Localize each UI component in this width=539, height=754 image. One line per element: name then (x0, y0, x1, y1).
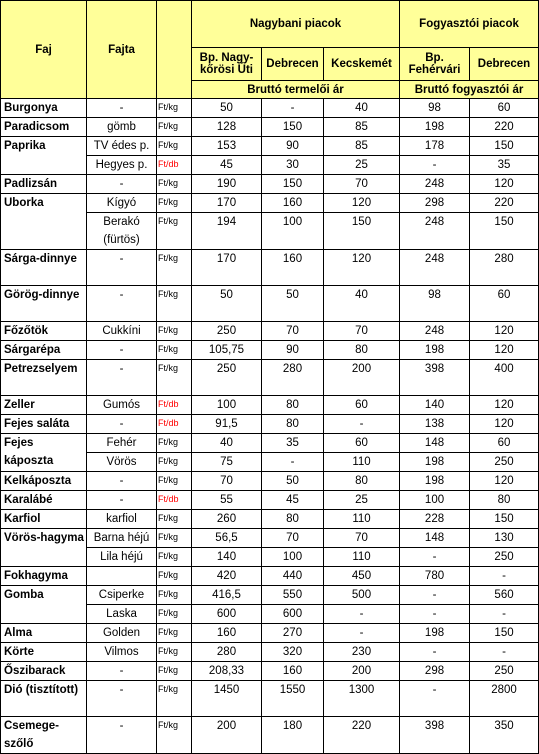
price-cell: 120 (470, 472, 539, 491)
unit-cell: Ft/kg (157, 567, 192, 586)
header-kecskemet: Kecskemét (324, 48, 400, 81)
price-cell: 560 (470, 586, 539, 605)
table-row (1, 137, 539, 156)
price-cell: 250 (192, 322, 262, 341)
price-cell: 100 (192, 396, 262, 415)
table-row (1, 717, 539, 754)
price-cell: 80 (262, 510, 324, 529)
price-cell: 450 (324, 567, 400, 586)
unit-cell: Ft/kg (157, 213, 192, 250)
price-cell: 160 (262, 662, 324, 681)
table-row (1, 662, 539, 681)
price-cell: 260 (192, 510, 262, 529)
unit-cell: Ft/kg (157, 99, 192, 118)
price-cell: 70 (324, 175, 400, 194)
price-cell: 178 (400, 137, 470, 156)
price-cell: 416,5 (192, 586, 262, 605)
table-row (1, 586, 539, 605)
price-cell: 30 (262, 156, 324, 175)
price-cell: 40 (324, 286, 400, 322)
unit-cell: Ft/kg (157, 662, 192, 681)
variety-cell: Golden (87, 624, 157, 643)
price-cell: 170 (192, 250, 262, 286)
price-cell: 250 (470, 662, 539, 681)
species-cell: Burgonya (1, 99, 87, 118)
price-cell: 170 (192, 194, 262, 213)
variety-cell: Cukkíni (87, 322, 157, 341)
unit-cell: Ft/db (157, 396, 192, 415)
variety-cell: Fehér (87, 434, 157, 453)
price-cell: - (400, 605, 470, 624)
price-cell: 280 (192, 643, 262, 662)
species-cell: Karalábé (1, 491, 87, 510)
price-cell: 60 (470, 286, 539, 322)
species-cell: Kelkáposzta (1, 472, 87, 491)
price-cell: - (470, 643, 539, 662)
species-cell: Főzőtök (1, 322, 87, 341)
price-cell: 138 (400, 415, 470, 434)
price-cell: 85 (324, 137, 400, 156)
header-faj: Faj (1, 1, 87, 99)
table-row (1, 250, 539, 286)
header-bp-fehervari: Bp. Fehérvári (400, 48, 470, 81)
species-cell: Görög-dinnye (1, 286, 87, 322)
price-cell: 120 (324, 194, 400, 213)
price-cell: 120 (470, 175, 539, 194)
price-cell: 280 (262, 360, 324, 396)
price-cell: 150 (262, 175, 324, 194)
price-cell: 150 (470, 137, 539, 156)
price-cell: 150 (470, 510, 539, 529)
species-cell: Körte (1, 643, 87, 662)
price-cell: - (400, 643, 470, 662)
price-cell: 60 (324, 434, 400, 453)
price-cell: 248 (400, 213, 470, 250)
price-cell: 120 (470, 396, 539, 415)
price-cell: 50 (262, 472, 324, 491)
unit-cell: Ft/kg (157, 175, 192, 194)
unit-cell: Ft/kg (157, 605, 192, 624)
price-cell: 398 (400, 717, 470, 754)
price-cell: 140 (400, 396, 470, 415)
price-cell: 25 (324, 156, 400, 175)
header-bp-nagykorosi: Bp. Nagy-kőrösi Úti (192, 48, 262, 81)
price-cell: 150 (470, 213, 539, 250)
table-row (1, 341, 539, 360)
variety-cell: - (87, 99, 157, 118)
unit-cell: Ft/kg (157, 194, 192, 213)
price-cell: 198 (400, 472, 470, 491)
species-cell: Alma (1, 624, 87, 643)
price-cell: 120 (470, 415, 539, 434)
unit-cell: Ft/kg (157, 681, 192, 717)
price-cell: 250 (470, 453, 539, 472)
table-row (1, 567, 539, 586)
price-cell: 550 (262, 586, 324, 605)
price-cell: 198 (400, 624, 470, 643)
species-cell: Sárga-dinnye (1, 250, 87, 286)
price-cell: 500 (324, 586, 400, 605)
price-cell: 120 (470, 341, 539, 360)
price-cell: 70 (262, 529, 324, 548)
unit-cell: Ft/kg (157, 643, 192, 662)
variety-cell: Vörös (87, 453, 157, 472)
unit-cell: Ft/kg (157, 322, 192, 341)
price-cell: 130 (470, 529, 539, 548)
species-cell: Uborka (1, 194, 87, 250)
price-cell: 600 (262, 605, 324, 624)
price-cell: 50 (192, 99, 262, 118)
price-cell: 40 (324, 99, 400, 118)
table-row (1, 510, 539, 529)
table-row (1, 624, 539, 643)
unit-cell: Ft/db (157, 491, 192, 510)
price-cell: 228 (400, 510, 470, 529)
price-cell: - (400, 548, 470, 567)
price-cell: 230 (324, 643, 400, 662)
price-cell: 1300 (324, 681, 400, 717)
unit-cell: Ft/db (157, 415, 192, 434)
price-cell: 60 (470, 434, 539, 453)
table-row (1, 529, 539, 548)
variety-cell: Kígyó (87, 194, 157, 213)
price-cell: 45 (262, 491, 324, 510)
price-cell: 120 (324, 250, 400, 286)
table-row (1, 194, 539, 213)
variety-cell: gömb (87, 118, 157, 137)
price-cell: 248 (400, 322, 470, 341)
price-cell: - (324, 415, 400, 434)
price-cell: 80 (324, 472, 400, 491)
price-cell: 120 (470, 322, 539, 341)
table-row (1, 396, 539, 415)
price-cell: 98 (400, 286, 470, 322)
price-cell: 140 (192, 548, 262, 567)
price-cell: 150 (262, 118, 324, 137)
price-cell: - (400, 156, 470, 175)
variety-cell: - (87, 250, 157, 286)
unit-cell: Ft/kg (157, 434, 192, 453)
header-unit (157, 1, 192, 99)
header-debrecen: Debrecen (262, 48, 324, 81)
variety-cell: - (87, 341, 157, 360)
price-cell: 180 (262, 717, 324, 754)
variety-cell: karfiol (87, 510, 157, 529)
species-cell: Karfiol (1, 510, 87, 529)
price-cell: 80 (262, 415, 324, 434)
price-cell: 153 (192, 137, 262, 156)
unit-cell: Ft/kg (157, 510, 192, 529)
price-cell: 150 (470, 624, 539, 643)
price-cell: 198 (400, 118, 470, 137)
species-cell: Fejes saláta (1, 415, 87, 434)
price-cell: 298 (400, 662, 470, 681)
price-cell: 91,5 (192, 415, 262, 434)
price-cell: 320 (262, 643, 324, 662)
species-cell: Paradicsom (1, 118, 87, 137)
price-cell: 70 (324, 322, 400, 341)
variety-cell: Barna héjú (87, 529, 157, 548)
header-nagybani: Nagybani piacok (192, 1, 400, 48)
price-cell: 200 (192, 717, 262, 754)
price-cell: 200 (324, 360, 400, 396)
unit-cell: Ft/kg (157, 529, 192, 548)
variety-cell: Vilmos (87, 643, 157, 662)
table-row (1, 643, 539, 662)
price-cell: - (324, 605, 400, 624)
price-cell: 194 (192, 213, 262, 250)
price-cell: 70 (192, 472, 262, 491)
unit-cell: Ft/kg (157, 118, 192, 137)
price-cell: 220 (324, 717, 400, 754)
variety-cell: - (87, 491, 157, 510)
price-cell: 110 (324, 453, 400, 472)
price-cell: 40 (192, 434, 262, 453)
table-row (1, 286, 539, 322)
price-cell: 50 (192, 286, 262, 322)
unit-cell: Ft/kg (157, 360, 192, 396)
header-brutto-termeloi: Bruttó termelői ár (192, 81, 400, 99)
variety-cell: - (87, 175, 157, 194)
species-cell: Vörös-hagyma (1, 529, 87, 567)
unit-cell: Ft/kg (157, 341, 192, 360)
price-cell: 248 (400, 250, 470, 286)
price-cell: 105,75 (192, 341, 262, 360)
price-cell: 148 (400, 434, 470, 453)
unit-cell: Ft/kg (157, 624, 192, 643)
unit-cell: Ft/kg (157, 472, 192, 491)
price-cell: 208,33 (192, 662, 262, 681)
species-cell: Őszibarack (1, 662, 87, 681)
unit-cell: Ft/kg (157, 453, 192, 472)
price-cell: 398 (400, 360, 470, 396)
variety-cell: - (87, 662, 157, 681)
unit-cell: Ft/kg (157, 286, 192, 322)
table-row (1, 415, 539, 434)
price-cell: 2800 (470, 681, 539, 717)
price-cell: 198 (400, 453, 470, 472)
price-cell: 110 (324, 510, 400, 529)
species-cell: Dió (tisztított) (1, 681, 87, 717)
variety-cell: Lila héjú (87, 548, 157, 567)
variety-cell: - (87, 717, 157, 754)
variety-cell: - (87, 360, 157, 396)
unit-cell: Ft/kg (157, 717, 192, 754)
table-row (1, 681, 539, 717)
unit-cell: Ft/kg (157, 250, 192, 286)
variety-cell: - (87, 681, 157, 717)
price-cell: 198 (400, 341, 470, 360)
price-cell: 60 (324, 396, 400, 415)
table-row (1, 322, 539, 341)
price-cell: - (400, 586, 470, 605)
variety-cell: Laska (87, 605, 157, 624)
price-cell: 70 (262, 322, 324, 341)
species-cell: Padlizsán (1, 175, 87, 194)
price-cell: 248 (400, 175, 470, 194)
price-cell: 90 (262, 341, 324, 360)
price-cell: 45 (192, 156, 262, 175)
header-fogyasztoi: Fogyasztói piacok (400, 1, 539, 48)
price-cell: 75 (192, 453, 262, 472)
header-fajta: Fajta (87, 1, 157, 99)
table-row (1, 472, 539, 491)
species-cell: Zeller (1, 396, 87, 415)
species-cell: Csemege-szőlő (1, 717, 87, 754)
price-cell: 150 (324, 213, 400, 250)
price-cell: 350 (470, 717, 539, 754)
variety-cell: TV édes p. (87, 137, 157, 156)
table-row (1, 434, 539, 453)
price-cell: 100 (262, 548, 324, 567)
table-row (1, 118, 539, 137)
unit-cell: Ft/db (157, 156, 192, 175)
price-cell: 190 (192, 175, 262, 194)
price-cell: - (262, 99, 324, 118)
price-cell: 98 (400, 99, 470, 118)
unit-cell: Ft/kg (157, 586, 192, 605)
price-cell: 250 (470, 548, 539, 567)
price-cell: - (262, 453, 324, 472)
price-cell: 270 (262, 624, 324, 643)
price-cell: 400 (470, 360, 539, 396)
price-cell: 35 (262, 434, 324, 453)
variety-cell: Csiperke (87, 586, 157, 605)
variety-cell: - (87, 415, 157, 434)
species-cell: Petrezselyem (1, 360, 87, 396)
price-cell: 56,5 (192, 529, 262, 548)
species-cell: Fejes káposzta (1, 434, 87, 472)
price-cell: 600 (192, 605, 262, 624)
species-cell: Sárgarépa (1, 341, 87, 360)
price-cell: 160 (262, 194, 324, 213)
price-cell: 50 (262, 286, 324, 322)
price-cell: 250 (192, 360, 262, 396)
table-row (1, 99, 539, 118)
variety-cell: - (87, 472, 157, 491)
price-cell: 1550 (262, 681, 324, 717)
price-cell: 200 (324, 662, 400, 681)
price-cell: - (470, 567, 539, 586)
species-cell: Paprika (1, 137, 87, 175)
price-cell: 128 (192, 118, 262, 137)
price-cell: 90 (262, 137, 324, 156)
price-cell: 85 (324, 118, 400, 137)
species-cell: Gomba (1, 586, 87, 624)
price-cell: 35 (470, 156, 539, 175)
variety-cell: Berakó (fürtös) (87, 213, 157, 250)
price-cell: 55 (192, 491, 262, 510)
variety-cell: - (87, 286, 157, 322)
table-row (1, 491, 539, 510)
price-cell: 148 (400, 529, 470, 548)
unit-cell: Ft/kg (157, 137, 192, 156)
header-debrecen-2: Debrecen (470, 48, 539, 81)
variety-cell: Gumós (87, 396, 157, 415)
price-cell: 160 (192, 624, 262, 643)
price-cell: 100 (262, 213, 324, 250)
price-cell: - (470, 605, 539, 624)
price-cell: 1450 (192, 681, 262, 717)
price-cell: 25 (324, 491, 400, 510)
price-cell: 220 (470, 194, 539, 213)
table-body (1, 99, 539, 754)
price-cell: 70 (324, 529, 400, 548)
price-cell: 160 (262, 250, 324, 286)
price-cell: 60 (470, 99, 539, 118)
price-cell: 80 (324, 341, 400, 360)
price-cell: 780 (400, 567, 470, 586)
species-cell: Fokhagyma (1, 567, 87, 586)
unit-cell: Ft/kg (157, 548, 192, 567)
variety-cell: Hegyes p. (87, 156, 157, 175)
price-cell: 220 (470, 118, 539, 137)
price-cell: - (324, 624, 400, 643)
header-brutto-fogyasztoi: Bruttó fogyasztói ár (400, 81, 539, 99)
price-cell: 298 (400, 194, 470, 213)
variety-cell (87, 567, 157, 586)
price-cell: 110 (324, 548, 400, 567)
table-row (1, 360, 539, 396)
price-cell: - (400, 681, 470, 717)
price-cell: 80 (470, 491, 539, 510)
price-cell: 100 (400, 491, 470, 510)
table-row (1, 175, 539, 194)
price-cell: 420 (192, 567, 262, 586)
price-cell: 440 (262, 567, 324, 586)
price-cell: 280 (470, 250, 539, 286)
price-cell: 80 (262, 396, 324, 415)
